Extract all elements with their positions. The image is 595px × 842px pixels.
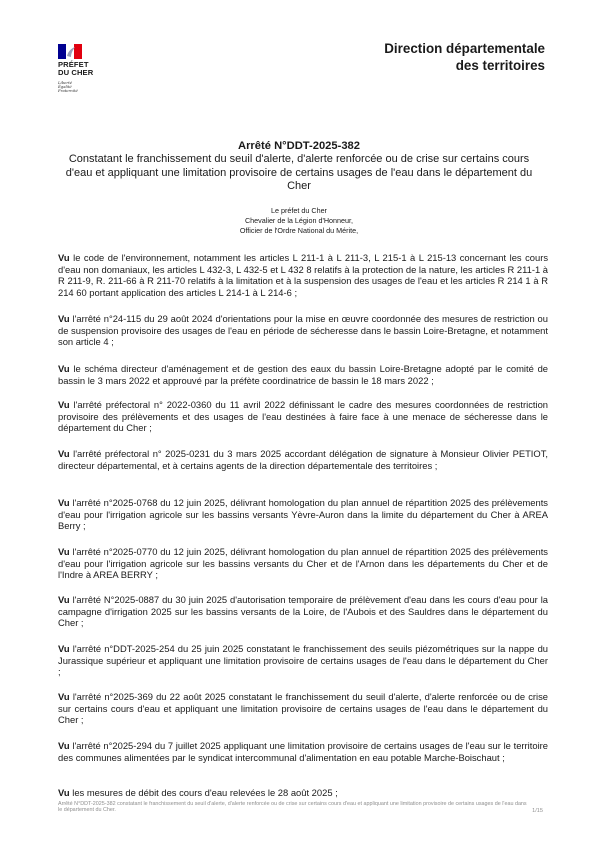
vu-paragraph [58, 497, 548, 532]
vu-prefix: Vu [58, 399, 70, 410]
vu-text: les mesures de débit des cours d'eau relevées le 28 août 2025 ; [72, 787, 338, 798]
vu-text: l'arrêté préfectoral n° 2022-0360 du 11 avril 2022 définissant le cadre des mesures coordonnées de restriction provisoire des prélèvements et des usages de l'eau destinées à faire face à une menace de sécheresse dans le département du Cher ; [58, 399, 548, 434]
vu-prefix: Vu [58, 546, 70, 557]
vu-prefix: Vu [58, 313, 70, 324]
vu-paragraph [58, 363, 548, 386]
vu-paragraph [58, 787, 548, 799]
vu-paragraph [58, 643, 548, 678]
marianne-icon [58, 44, 82, 59]
prefet-label-line1: PRÉFET [58, 60, 89, 69]
devise-liberte: Liberté [58, 79, 73, 85]
vu-prefix: Vu [58, 448, 70, 459]
vu-paragraph [58, 448, 548, 471]
vu-prefix: Vu [58, 643, 70, 654]
arrete-title: Arrêté N°DDT-2025-382 [238, 140, 360, 152]
vu-text: l'arrêté n°2025-294 du 7 juillet 2025 appliquant une limitation provisoire de certains usages de l'eau sur le territoire des communes alimentées par le syndicat intercommunal d'alimentation en eau potable Marche-Boischaut ; [58, 740, 548, 763]
vu-prefix: Vu [58, 252, 70, 263]
page-number: 1/15 [532, 808, 543, 814]
vu-text: le schéma directeur d'aménagement et de gestion des eaux du bassin Loire-Bretagne adopté par le comité de bassin le 3 mars 2022 et approuvé par la préfète coordinatrice de bassin le 18 mars 2022 ; [58, 363, 548, 386]
direction-line1: Direction départementale [384, 41, 545, 56]
signatory [58, 206, 540, 236]
vu-paragraph [58, 399, 548, 434]
devise-fraternite: Fraternité [58, 88, 78, 94]
signatory-line3: Officier de l'Ordre National du Mérite, [239, 226, 359, 235]
arrete-subtitle: Constatant le franchissement du seuil d'alerte, d'alerte renforcée ou de crise sur certains cours d'eau et appliquant une limitation provisoire de certains usages de l'eau dans le département du Cher [65, 153, 533, 193]
title-block [58, 139, 540, 194]
vu-text: le code de l'environnement, notamment les articles L 211-1 à L 211-3, L 215-1 à L 215-13 concernant les cours d'eau non domaniaux, les articles L 432-3, L 432-5 et L 432 8 relatifs à la protection de la nature, les articles R 211-1 à R 211-9, R. 211-66 à R 211-70 relatifs à la limitation et à la suspension des usages de l'eau et les articles R 214 1 à R 214 60 portant application des articles L 214-1 à L 214-6 ; [58, 252, 549, 298]
vu-paragraph [58, 313, 548, 348]
vu-prefix: Vu [58, 740, 70, 751]
signatory-line2: Chevalier de la Légion d'Honneur, [244, 216, 354, 225]
vu-text: l'arrêté n°2025-0768 du 12 juin 2025, délivrant homologation du plan annuel de répartition 2025 des prélèvements d'eau pour l'irrigation agricole sur les bassins versants Yèvre-Auron dans la limite du département du Cher à AREA Berry ; [58, 497, 548, 532]
footer-text: Arrêté N°DDT-2025-382 constatant le franchissement du seuil d'alerte, d'alerte renforcée ou de crise sur certains cours d'eau et appliquant une limitation provisoire de certains usages de l'eau dans le département du Cher. [58, 801, 527, 814]
devise [58, 81, 118, 94]
direction-line2: des territoires [455, 58, 545, 73]
vu-prefix: Vu [58, 363, 70, 374]
vu-text: l'arrêté N°2025-0887 du 30 juin 2025 d'autorisation temporaire de prélèvement d'eau dans les cours d'eau pour la campagne d'irrigation 2025 sur les bassins versants de la Loire, de l'Aubois et des Sauldres dans le département du Cher ; [58, 594, 549, 629]
vu-text: l'arrêté n°2025-0770 du 12 juin 2025, délivrant homologation du plan annuel de répartition 2025 des prélèvements d'eau pour l'irrigation agricole sur les bassins versants du Cher et de l'Arnon dans les départements du Cher et de l'Indre à AREA BERRY ; [58, 546, 548, 581]
vu-paragraph [58, 252, 548, 298]
devise-egalite: Égalité [58, 84, 72, 90]
vu-prefix: Vu [58, 787, 70, 798]
prefet-logo [58, 44, 118, 93]
signatory-line1: Le préfet du Cher [271, 206, 327, 215]
vu-text: l'arrêté n°2025-369 du 22 août 2025 constatant le franchissement du seuil d'alerte, d'alerte renforcée ou de crise sur certains cours d'eau et appliquant une limitation provisoire de certains usages de l'eau dans le département du Cher ; [58, 691, 548, 726]
vu-text: l'arrêté n°DDT-2025-254 du 25 juin 2025 constatant le franchissement des seuils piézométriques sur la nappe du Jurassique supérieur et appliquant une limitation provisoire de certains usages de l'eau dans le département du Cher ; [58, 643, 548, 678]
vu-paragraph [58, 546, 548, 581]
vu-text: l'arrêté préfectoral n° 2025-0231 du 3 mars 2025 accordant délégation de signature à Monsieur Olivier PETIOT, directeur départemental, et à certains agents de la direction départementale des territoires ; [58, 448, 548, 471]
vu-paragraph [58, 594, 548, 629]
vu-paragraph [58, 691, 548, 726]
vu-prefix: Vu [58, 594, 70, 605]
direction-header [384, 40, 545, 74]
prefet-label-line2: DU CHER [58, 68, 94, 78]
vu-paragraph [58, 740, 548, 763]
vu-prefix: Vu [58, 691, 70, 702]
vu-prefix: Vu [58, 497, 70, 508]
vu-text: l'arrêté n°24-115 du 29 août 2024 d'orientations pour la mise en œuvre coordonnée des mesures de restriction ou de suspension provisoire des usages de l'eau en période de sécheresse dans le bassin Loire-Bretagne, et notamment son article 4 ; [58, 313, 548, 348]
